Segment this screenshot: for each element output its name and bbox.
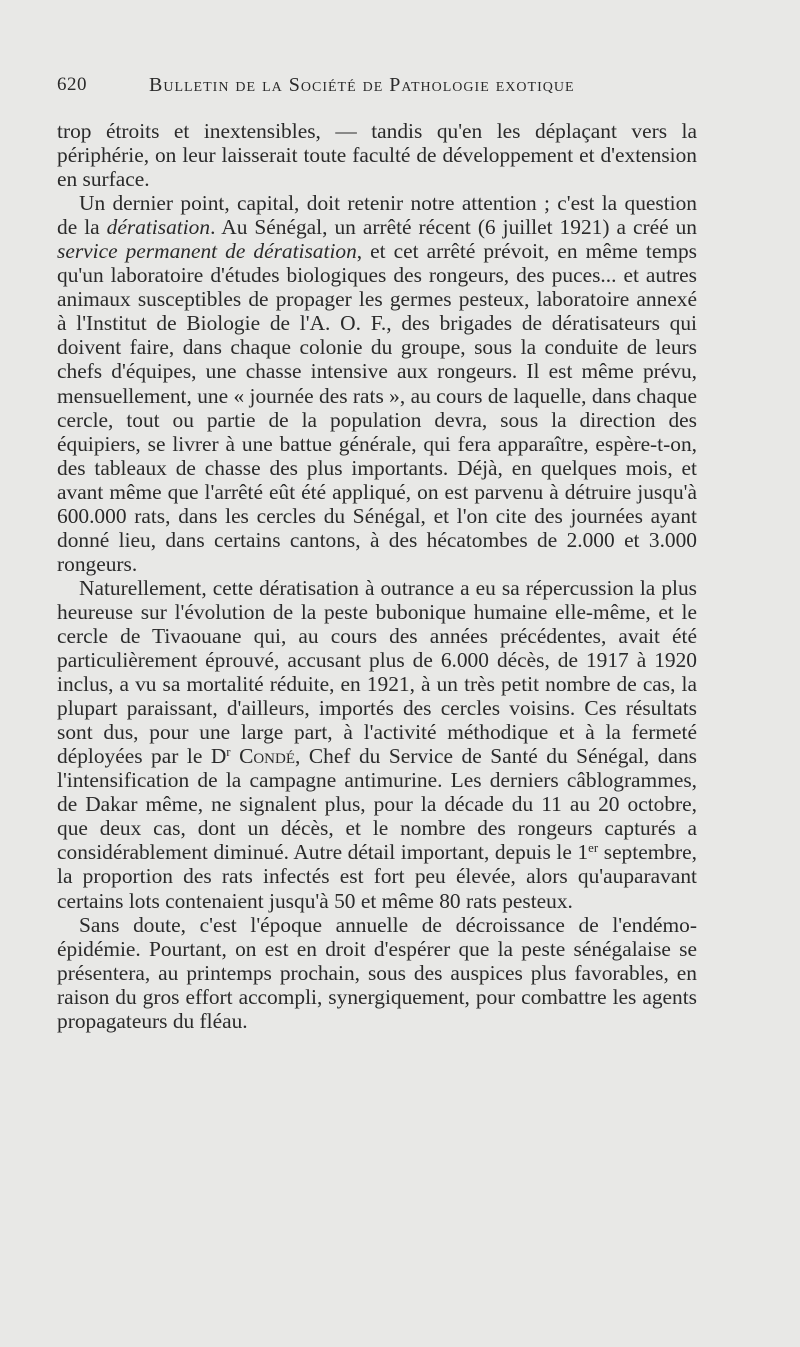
text-run: , et cet arrêté prévoit, en même temps qu'un laboratoire d'études biologiques des rongeurs, des puces... et autres animaux susceptibles de propager les germes pesteux, laboratoire annexé à l'Institut de Biologie de l'A. O. F., des brigades de dératisateurs qui doivent faire, dans chaque colonie du groupe, sous la conduite de leurs chefs d'équipes, une chasse intensive aux rongeurs. Il est même prévu, mensuellement, une « journée des rats », au cours de laquelle, dans chaque cercle, tout ou partie de la population devra, sous la direction des équipiers, se livrer à une battue générale, qui fera apparaître, espère-t-on, des tableaux de chasse des plus importants. Déjà, en quelques mois, et avant même que l'arrêté eût été appliqué, on est parvenu à détruire jusqu'à 600.000 rats, dans les cercles du Sénégal, et l'on cite des journées ayant donné lieu, dans certains cantons, à des hécatombes de 2.000 et 3.000 rongeurs. xyxy=(57,239,697,576)
page-number: 620 xyxy=(57,74,87,95)
text-run: Un dernier point, capital, doit retenir notre attention ; c'est la question de la xyxy=(57,191,697,240)
text-run: , Chef du Service de Santé du Sénégal, dans l'intensification de la campagne antimurine. Les derniers câblogrammes, de Dakar même, ne signalent plus, pour la décade du 11 au 20 octobre, que deux cas, dont un décès, et le nombre des rongeurs capturés a considérablement diminué. Autre détail important, depuis le 1 xyxy=(57,744,697,865)
body-text xyxy=(57,119,697,1033)
text-run: . Au Sénégal, un arrêté récent (6 juillet 1921) a créé un xyxy=(210,215,697,240)
paragraph xyxy=(57,191,697,576)
italic-text: dératisation xyxy=(106,215,211,240)
paragraph xyxy=(57,913,697,1033)
text-run: trop étroits et inextensibles, — tandis qu'en les déplaçant vers la périphérie, on leur laisserait toute faculté de développement et d'extension en surface. xyxy=(57,119,697,192)
text-run: Sans doute, c'est l'époque annuelle de décroissance de l'endémo-épidémie. Pourtant, on est en droit d'espérer que la peste sénégalaise se présentera, au printemps prochain, sous des auspices plus favorables, en raison du gros effort accompli, synergiquement, pour combattre les agents propagateurs du fléau. xyxy=(57,912,697,1033)
superscript-text: r xyxy=(226,745,231,760)
text-run: septembre, la proportion des rats infectés est fort peu élevée, alors qu'auparavant certains lots contenaient jusqu'à 50 et même 80 rats pesteux. xyxy=(57,840,697,913)
text-run xyxy=(231,744,240,768)
journal-title: Bulletin de la Société de Pathologie exotique xyxy=(149,74,575,96)
italic-text: service permanent de dératisation xyxy=(57,239,357,264)
running-header xyxy=(57,74,757,102)
paragraph xyxy=(57,576,697,913)
author-name: Condé xyxy=(239,744,296,769)
text-run: Naturellement, cette dératisation à outrance a eu sa répercussion la plus heureuse sur l'évolution de la peste bubonique humaine elle-même, et le cercle de Tivaouane qui, au cours des années précédentes, avait été particulièrement éprouvé, accusant plus de 6.000 décès, de 1917 à 1920 inclus, a vu sa mortalité réduite, en 1921, à un très petit nombre de cas, la plupart paraissant, d'ailleurs, importés des cercles voisins. Ces résultats sont dus, pour une large part, à l'activité méthodique et à la fermeté déployées par le D xyxy=(57,575,697,769)
paragraph xyxy=(57,119,697,191)
superscript-text: er xyxy=(588,841,599,856)
